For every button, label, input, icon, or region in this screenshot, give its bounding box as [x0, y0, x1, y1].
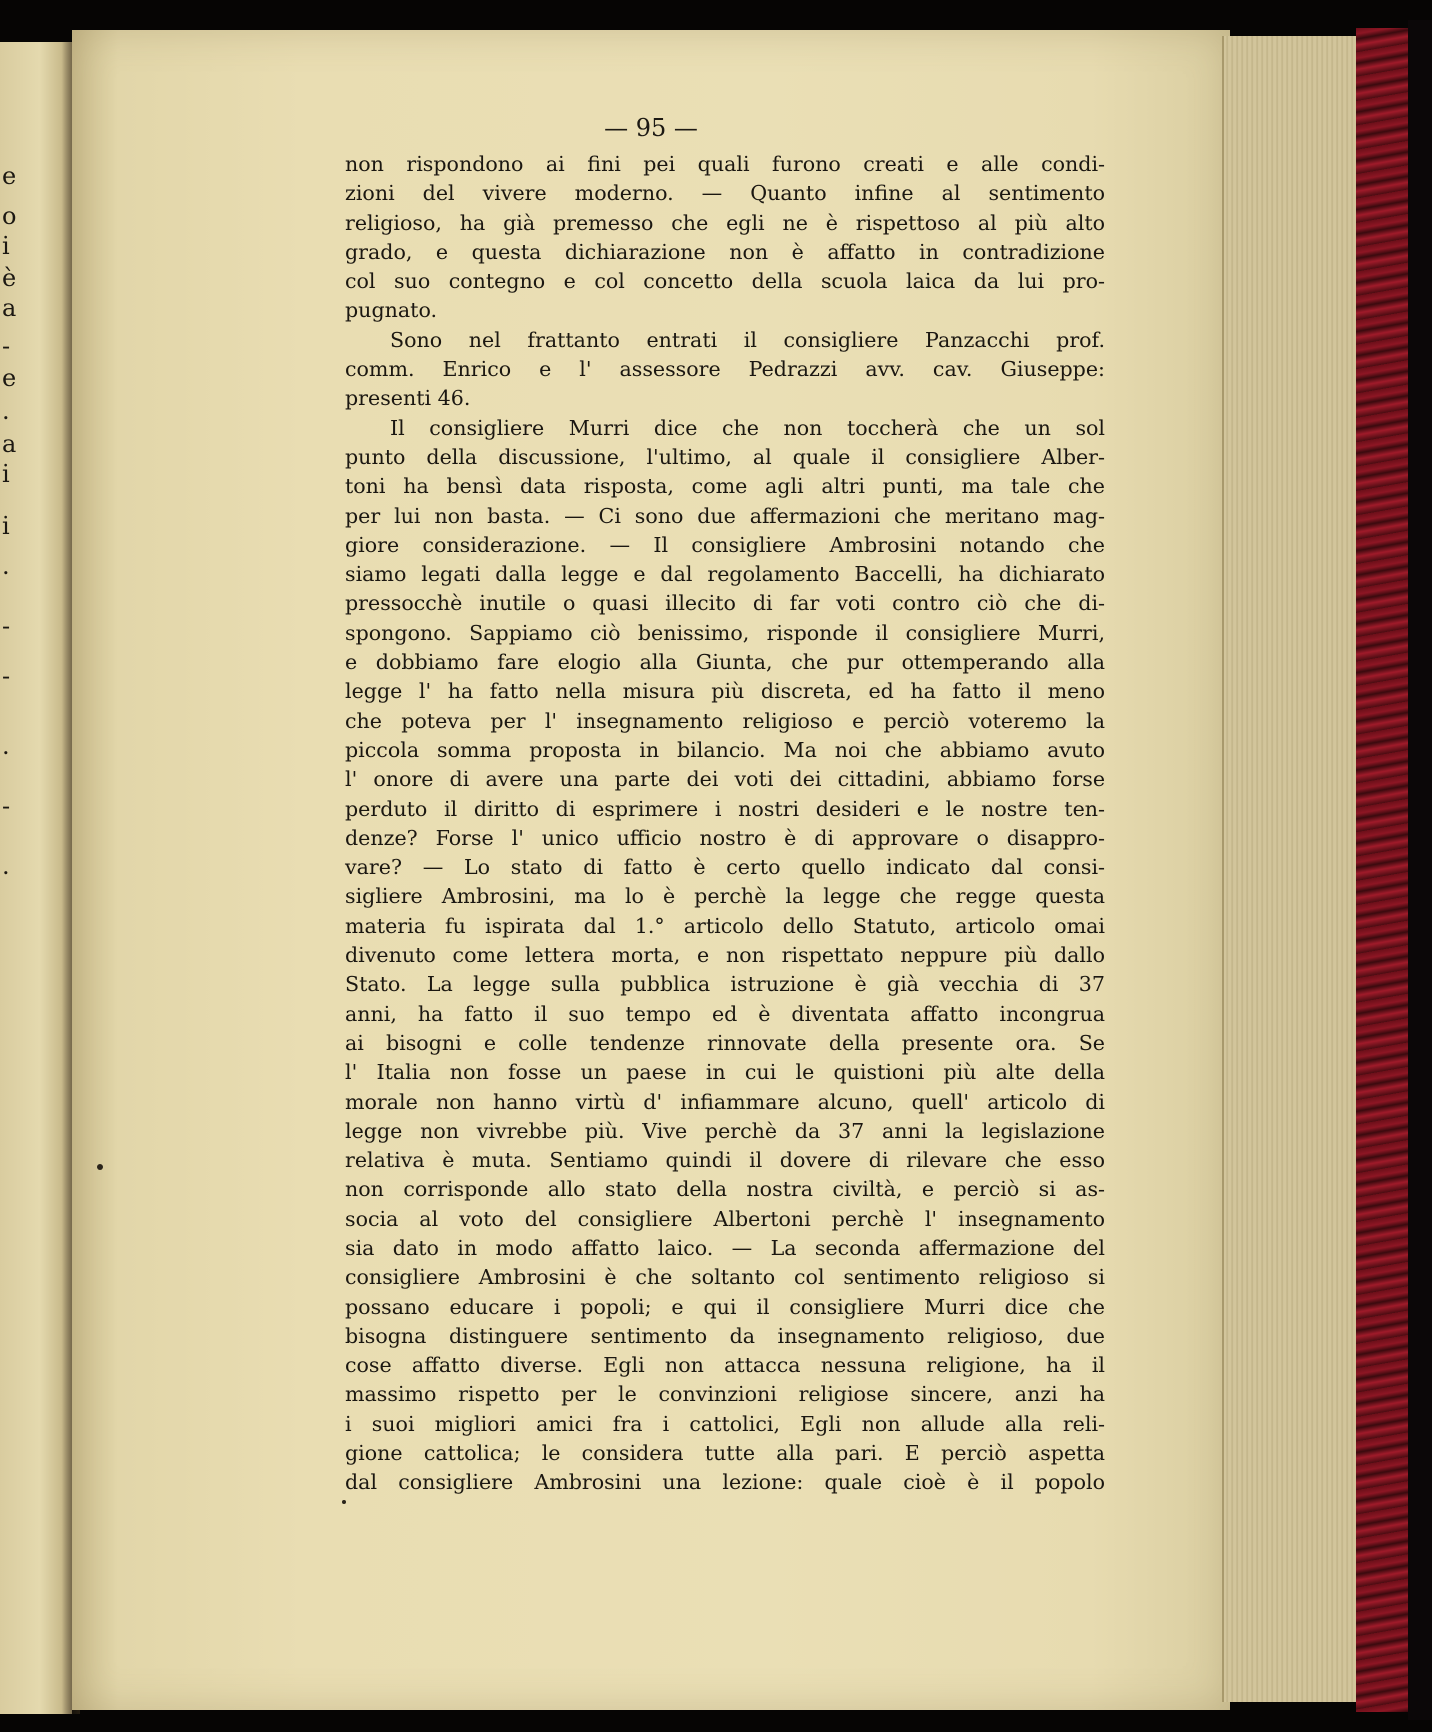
text-line: relativa è muta. Sentiamo quindi il dovere di rilevare che esso: [345, 1148, 1105, 1173]
text-line: pressocchè inutile o quasi illecito di far voti contro ciò che di-: [345, 591, 1105, 616]
margin-char: .: [2, 732, 10, 760]
margin-char: .: [2, 852, 10, 880]
text-line: i suoi migliori amici fra i cattolici, Egli non allude alla reli-: [345, 1411, 1105, 1436]
text-line: comm. Enrico e l' assessore Pedrazzi avv. cav. Giuseppe:: [345, 357, 1105, 382]
margin-char: e: [2, 162, 17, 190]
text-line: non corrisponde allo stato della nostra civiltà, e perciò si as-: [345, 1177, 1105, 1202]
text-line: divenuto come lettera morta, e non rispettato neppure più dallo: [345, 943, 1105, 968]
margin-char: è: [2, 264, 17, 292]
text-line: legge non vivrebbe più. Vive perchè da 37 anni la legislazione: [345, 1118, 1105, 1143]
text-line: l' onore di avere una parte dei voti dei cittadini, abbiamo forse: [345, 767, 1105, 792]
text-line: ai bisogni e colle tendenze rinnovate della presente ora. Se: [345, 1030, 1105, 1055]
text-line: col suo contegno e col concetto della scuola laica da lui pro-: [345, 269, 1105, 294]
text-line: sia dato in modo affatto laico. — La seconda affermazione del: [345, 1235, 1105, 1260]
text-line: Stato. La legge sulla pubblica istruzione è già vecchia di 37: [345, 972, 1105, 997]
margin-char: o: [2, 202, 17, 230]
margin-char: .: [2, 552, 10, 580]
text-line: cose affatto diverse. Egli non attacca nessuna religione, ha il: [345, 1353, 1105, 1378]
main-page: [72, 30, 1230, 1710]
text-line: massimo rispetto per le convinzioni religiose sincere, anzi ha: [345, 1382, 1105, 1407]
text-line: grado, e questa dichiarazione non è affatto in contradizione: [345, 239, 1105, 264]
left-page-margin-text: [0, 42, 20, 1714]
text-line: per lui non basta. — Ci sono due affermazioni che meritano mag-: [345, 503, 1105, 528]
text-line: gione cattolica; le considera tutte alla pari. E perciò aspetta: [345, 1441, 1105, 1466]
text-line: possano educare i popoli; e qui il consigliere Murri dice che: [345, 1294, 1105, 1319]
text-line: spongono. Sappiamo ciò benissimo, risponde il consigliere Murri,: [345, 620, 1105, 645]
margin-char: -: [2, 792, 11, 820]
text-line: piccola somma proposta in bilancio. Ma noi che abbiamo avuto: [345, 737, 1105, 762]
text-line: anni, ha fatto il suo tempo ed è diventata affatto incongrua: [345, 1001, 1105, 1026]
margin-char: i: [2, 232, 10, 260]
text-line: vare? — Lo stato di fatto è certo quello indicato dal consi-: [345, 855, 1105, 880]
text-line: denze? Forse l' unico ufficio nostro è di approvare o disappro-: [345, 825, 1105, 850]
text-line: presenti 46.: [345, 386, 471, 411]
text-line: socia al voto del consigliere Albertoni perchè l' insegnamento: [345, 1206, 1105, 1231]
text-line: morale non hanno virtù d' infiammare alcuno, quell' articolo di: [345, 1089, 1105, 1114]
margin-char: i: [2, 460, 10, 488]
text-line: dal consigliere Ambrosini una lezione: quale cioè è il popolo: [345, 1470, 1105, 1495]
margin-char: -: [2, 612, 11, 640]
text-line: pugnato.: [345, 298, 438, 323]
margin-char: a: [2, 430, 17, 458]
ink-speck: [97, 1164, 103, 1170]
text-line: materia fu ispirata dal 1.° articolo dello Statuto, articolo omai: [345, 913, 1105, 938]
ink-speck: [342, 1500, 346, 1504]
text-line: bisogna distinguere sentimento da insegnamento religioso, due: [345, 1323, 1105, 1348]
text-line: Sono nel frattanto entrati il consigliere Panzacchi prof.: [390, 327, 1105, 352]
text-line: Il consigliere Murri dice che non toccherà che un sol: [390, 415, 1105, 440]
text-line: siamo legati dalla legge e dal regolamento Baccelli, ha dichiarato: [345, 562, 1105, 587]
body-text: [345, 150, 1105, 1498]
text-line: e dobbiamo fare elogio alla Giunta, che pur ottemperando alla: [345, 650, 1105, 675]
page-number: — 95 —: [604, 114, 698, 142]
text-line: non rispondono ai fini pei quali furono creati e alle condi-: [345, 152, 1105, 176]
text-line: punto della discussione, l'ultimo, al quale il consigliere Alber-: [345, 444, 1105, 469]
text-line: consigliere Ambrosini è che soltanto col sentimento religioso si: [345, 1265, 1105, 1290]
margin-char: -: [2, 662, 11, 690]
text-line: zioni del vivere moderno. — Quanto infine al sentimento: [345, 181, 1105, 206]
text-line: giore considerazione. — Il consigliere Ambrosini notando che: [345, 532, 1105, 557]
cover-edge: [1408, 20, 1432, 1720]
margin-char: e: [2, 364, 17, 392]
text-line: sigliere Ambrosini, ma lo è perchè la legge che regge questa: [345, 884, 1105, 909]
page-edges: [1222, 36, 1362, 1702]
text-line: religioso, ha già premesso che egli ne è rispettoso al più alto: [345, 210, 1105, 235]
text-line: perduto il diritto di esprimere i nostri desideri e le nostre ten-: [345, 796, 1105, 821]
text-line: che poteva per l' insegnamento religioso e perciò voteremo la: [345, 708, 1105, 733]
margin-char: -: [2, 332, 11, 360]
margin-char: i: [2, 512, 10, 540]
text-line: legge l' ha fatto nella misura più discreta, ed ha fatto il meno: [345, 679, 1105, 704]
text-line: l' Italia non fosse un paese in cui le quistioni più alte della: [345, 1060, 1105, 1085]
text-line: toni ha bensì data risposta, come agli altri punti, ma tale che: [345, 474, 1105, 499]
margin-char: a: [2, 294, 17, 322]
margin-char: .: [2, 397, 10, 425]
